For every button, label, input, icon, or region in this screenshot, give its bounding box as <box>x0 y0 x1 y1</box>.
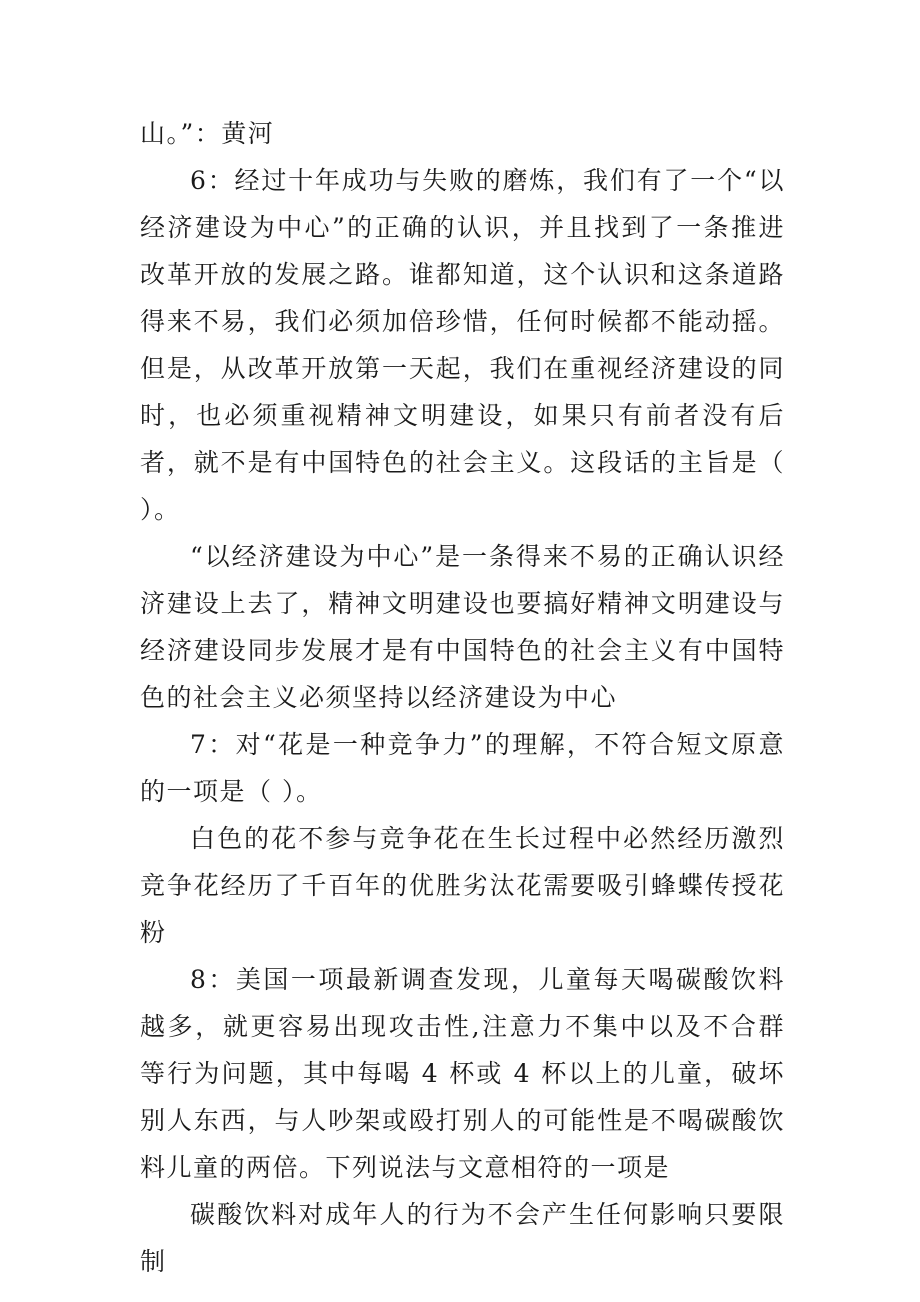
paragraph-options-7: 白色的花不参与竞争花在生长过程中必然经历激烈竞争花经历了千百年的优胜劣汰花需要吸引蜂蝶传授花粉 <box>140 824 785 947</box>
paragraph-question-6: 6：经过十年成功与失败的磨炼，我们有了一个“以经济建设为中心”的正确的认识，并且找到了一条推进改革开放的发展之路。谁都知道，这个认识和这条道路得来不易，我们必须加倍珍惜，任何时候都不能动摇。但是，从改革开放第一天起，我们在重视经济建设的同时，也必须重视精神文明建设，如果只有前者没有后者，就不是有中国特色的社会主义。这段话的主旨是（ ）。 <box>140 166 785 524</box>
paragraph-options-6: “以经济建设为中心”是一条得来不易的正确认识经济建设上去了，精神文明建设也要搞好精神文明建设与经济建设同步发展才是有中国特色的社会主义有中国特色的社会主义必须坚持以经济建设为中心 <box>140 542 785 712</box>
paragraph-question-8: 8：美国一项最新调查发现，儿童每天喝碳酸饮料越多，就更容易出现攻击性,注意力不集中以及不合群等行为问题，其中每喝 4 杯或 4 杯以上的儿童，破坏别人东西，与人吵架或殴打别人的可能性是不喝碳酸饮料儿童的两倍。下列说法与文意相符的一项是 <box>140 965 785 1182</box>
paragraph-answer-5: 山。”：黄河 <box>140 119 275 148</box>
document-body <box>140 110 785 1285</box>
paragraph-question-7: 7：对“花是一种竞争力”的理解，不符合短文原意的一项是（ ）。 <box>140 730 785 806</box>
paragraph-options-8: 碳酸饮料对成年人的行为不会产生任何影响只要限制 <box>140 1200 785 1276</box>
